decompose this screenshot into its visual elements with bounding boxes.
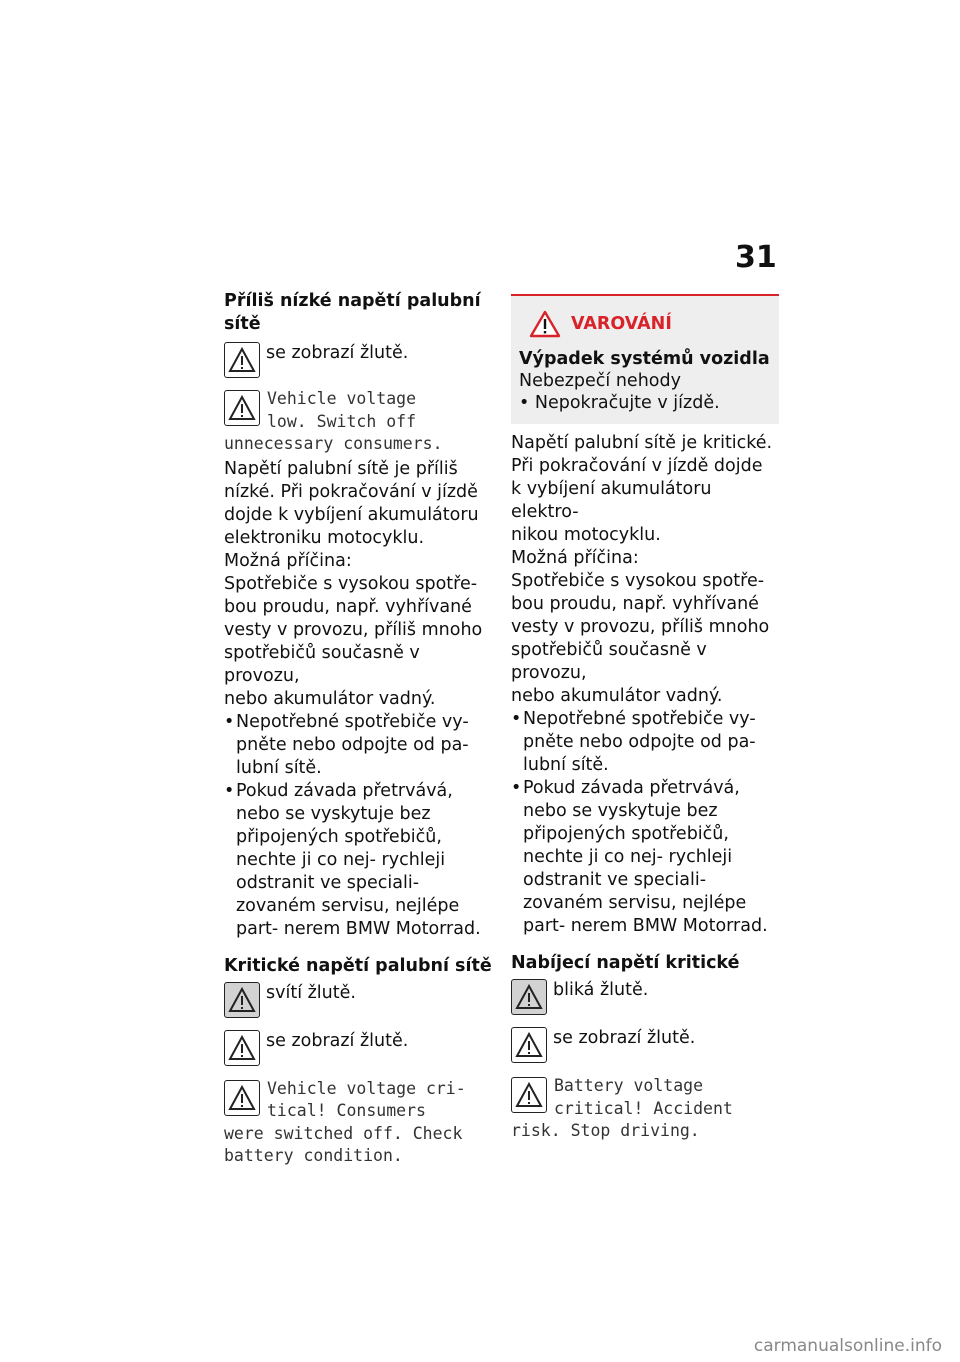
display-message	[224, 1078, 492, 1168]
warning-triangle-icon	[511, 1027, 547, 1063]
bullet-item: • Nepotřebné spotřebiče vy- pněte nebo odpojte od pa- lubní sítě.	[224, 711, 492, 780]
message-line: Battery voltage	[554, 1076, 704, 1095]
body-line: Napětí palubní sítě je kritické.	[511, 433, 773, 453]
body-line: Možná příčina:	[224, 550, 352, 571]
display-message	[224, 388, 492, 456]
message-line: tical! Consumers	[267, 1101, 426, 1120]
body-text	[224, 458, 492, 711]
warning-triangle-icon	[224, 390, 260, 426]
status-text: bliká žlutě.	[553, 980, 649, 1000]
status-text: se zobrazí žlutě.	[266, 343, 409, 363]
warning-triangle-icon	[224, 982, 260, 1018]
warning-subtitle: Výpadek systémů vozidla	[519, 349, 770, 369]
warning-triangle-icon	[224, 1030, 260, 1066]
warning-line: Nebezpečí nehody	[519, 371, 681, 391]
body-line: Spotřebiče s vysokou spotře-	[224, 573, 478, 594]
message-line: Vehicle voltage cri-	[267, 1078, 466, 1098]
body-line: vesty v provozu, příliš mnoho	[511, 617, 770, 637]
status-row	[224, 342, 492, 378]
status-text: svítí žlutě.	[266, 982, 356, 1003]
status-row	[224, 1030, 492, 1066]
page-number: 31	[735, 240, 777, 275]
message-line: Vehicle voltage	[267, 389, 417, 408]
display-message	[511, 1075, 779, 1143]
warning-triangle-icon	[511, 979, 547, 1015]
body-line: spotřebičů současně v provozu,	[511, 640, 707, 683]
message-line: risk. Stop driving.	[511, 1121, 700, 1140]
body-line: Možná příčina:	[511, 548, 639, 568]
body-line: nebo akumulátor vadný.	[511, 686, 723, 706]
warning-title: VAROVÁNÍ	[571, 314, 672, 334]
body-line: vesty v provozu, příliš mnoho	[224, 619, 483, 640]
body-line: nikou motocyklu.	[511, 525, 661, 545]
message-line: battery condition.	[224, 1146, 403, 1165]
body-line: Při pokračování v jízdě dojde	[511, 456, 763, 476]
warning-triangle-icon	[224, 1080, 260, 1116]
status-row	[224, 982, 492, 1018]
warning-triangle-icon	[511, 1077, 547, 1113]
message-line: low. Switch off	[267, 411, 417, 431]
status-row	[511, 979, 779, 1015]
body-line: spotřebičů současně v provozu,	[224, 642, 420, 686]
body-line: bou proudu, např. vyhřívané	[511, 594, 759, 614]
body-line: Spotřebiče s vysokou spotře-	[511, 571, 765, 591]
warning-box	[511, 294, 779, 424]
bullet-item: • Pokud závada přetrvává, nebo se vyskytuje bez připojených spotřebičů, nechte ji co nej- rychleji odstranit ve speciali- zovaném servisu, nejlépe part- nerem BMW Motorrad.	[224, 780, 492, 941]
status-row	[511, 1027, 779, 1063]
warning-triangle-icon	[224, 342, 260, 378]
body-line: k vybíjení akumulátoru elektro-	[511, 479, 712, 522]
body-line: nebo akumulátor vadný.	[224, 688, 436, 709]
section-heading-low-voltage: Příliš nízké napětí palubní sítě	[224, 291, 481, 334]
section-heading-critical-voltage: Kritické napětí palubní sítě	[224, 955, 492, 976]
message-line: critical! Accident	[554, 1098, 733, 1118]
status-text: se zobrazí žlutě.	[553, 1028, 696, 1048]
watermark-text: carmanualsonline.info	[753, 1336, 942, 1356]
bullet-item: • Nepotřebné spotřebiče vy- pněte nebo odpojte od pa- lubní sítě.	[511, 708, 779, 777]
right-column	[511, 294, 779, 1143]
message-line: unnecessary consumers.	[224, 434, 443, 453]
left-column	[224, 290, 492, 1168]
body-line: bou proudu, např. vyhřívané	[224, 596, 472, 617]
status-text: se zobrazí žlutě.	[266, 1030, 409, 1051]
body-line: dojde k vybíjení akumulátoru	[224, 504, 479, 525]
section-heading-charging-voltage: Nabíjecí napětí kritické	[511, 953, 740, 973]
warning-line: • Nepokračujte v jízdě.	[519, 393, 720, 413]
bullet-list	[224, 711, 492, 941]
body-line: Napětí palubní sítě je příliš	[224, 458, 458, 479]
bullet-item: • Pokud závada přetrvává, nebo se vyskytuje bez připojených spotřebičů, nechte ji co nej- rychleji odstranit ve speciali- zovaném servisu, nejlépe part- nerem BMW Motorrad.	[511, 777, 779, 938]
warning-triangle-icon	[529, 310, 561, 338]
body-line: nízké. Při pokračování v jízdě	[224, 481, 478, 502]
message-line: were switched off. Check	[224, 1123, 463, 1143]
body-line: elektroniku motocyklu.	[224, 527, 425, 548]
warning-header	[529, 310, 771, 338]
bullet-list	[511, 708, 779, 938]
body-text	[511, 432, 779, 708]
